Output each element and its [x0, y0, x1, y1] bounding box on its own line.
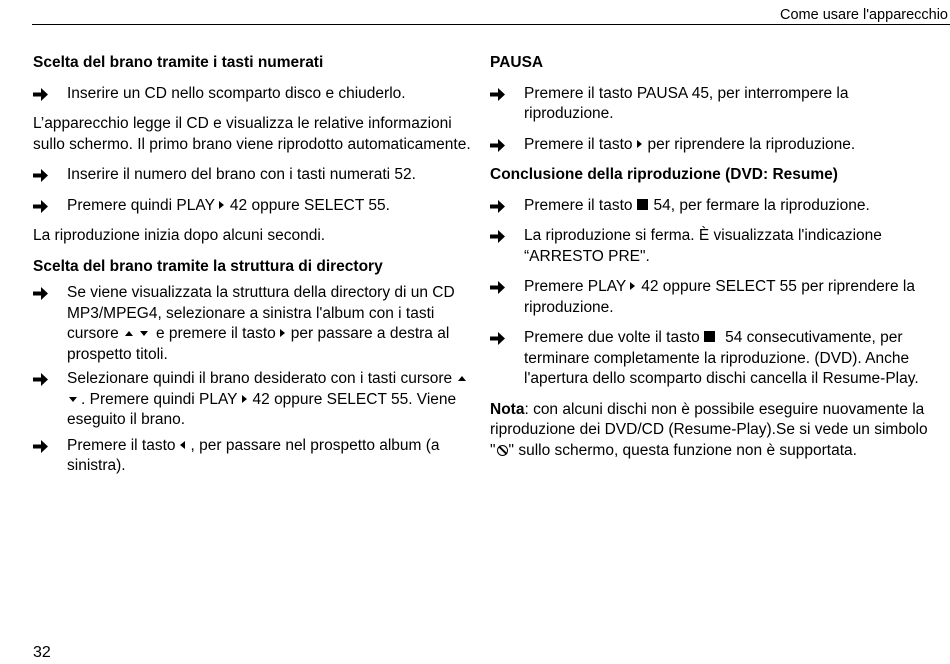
arrow-bullet-icon	[33, 287, 48, 300]
page-number: 32	[33, 644, 51, 661]
bullet-item	[490, 84, 930, 125]
note-text: : con alcuni dischi non è possibile eseguire nuovamente la riproduzione dei DVD/CD (Resume-Play).Se si vede un simbolo "	[490, 400, 928, 459]
bullet-text: 42 oppure SELECT 55. Viene eseguito il brano.	[67, 390, 457, 428]
stop-icon	[704, 331, 715, 342]
bullet-text: . Premere quindi PLAY	[81, 390, 238, 408]
play-icon	[242, 395, 247, 403]
bullet-text: Selezionare quindi il brano desiderato con i tasti cursore	[67, 370, 453, 387]
section-heading-directory: Scelta del brano tramite la struttura di directory	[33, 257, 383, 275]
bullet-text: Inserire un CD nello scomparto disco e chiuderlo.	[67, 84, 406, 102]
bullet-text: Se viene visualizzata la struttura della directory di un CD MP3/MPEG4, selezionare a sinistra l'album con i tasti cursore	[67, 284, 455, 342]
bullet-item	[33, 283, 473, 365]
right-column	[490, 53, 930, 471]
bullet-text: Premere il tasto PAUSA 45, per interrompere la riproduzione.	[524, 84, 849, 122]
cursor-up-icon	[458, 376, 466, 381]
bullet-item	[33, 196, 473, 217]
section-heading-resume: Conclusione della riproduzione (DVD: Resume)	[490, 166, 838, 183]
section-heading-pause: PAUSA	[490, 54, 544, 71]
cursor-down-icon	[69, 397, 77, 402]
bullet-item	[490, 328, 930, 390]
bullet-text: Premere PLAY	[524, 278, 627, 295]
bullet-text: 42 oppure SELECT 55 per riprendere la riproduzione.	[524, 278, 915, 316]
cursor-down-icon	[140, 331, 148, 336]
arrow-bullet-icon	[33, 169, 48, 182]
bullet-text: Premere quindi PLAY	[67, 196, 215, 214]
cursor-left-icon	[180, 441, 185, 449]
bullet-text: 54, per fermare la riproduzione.	[653, 196, 870, 214]
left-column	[33, 53, 473, 487]
arrow-bullet-icon	[490, 88, 505, 101]
note-text: " sullo schermo, questa funzione non è supportata.	[508, 441, 857, 459]
header-title: Come usare l'apparecchio	[780, 7, 948, 23]
arrow-bullet-icon	[490, 281, 505, 294]
arrow-bullet-icon	[33, 200, 48, 213]
section-heading-numeric-keys: Scelta del brano tramite i tasti numerati	[33, 54, 324, 71]
bullet-item	[490, 226, 930, 267]
bullet-item	[33, 84, 473, 105]
bullet-item	[33, 165, 473, 186]
bullet-text: 54 consecutivamente, per terminare completamente la riproduzione. (DVD). Anche l'apertura dello scomparto dischi cancella il Resume-Play.	[524, 329, 919, 387]
arrow-bullet-icon	[490, 200, 505, 213]
bullet-text: per riprendere la riproduzione.	[647, 135, 856, 153]
cursor-up-icon	[125, 331, 133, 336]
note-paragraph	[490, 400, 930, 462]
bullet-item	[490, 196, 930, 217]
page-header	[32, 0, 950, 25]
arrow-bullet-icon	[490, 230, 505, 243]
play-icon	[630, 282, 635, 290]
bullet-text: per passare a destra al prospetto titoli.	[67, 325, 450, 363]
note-label: Nota	[490, 400, 525, 418]
bullet-text: Premere due volte il tasto	[524, 329, 700, 346]
arrow-bullet-icon	[33, 373, 48, 386]
bullet-text: 42 oppure SELECT 55.	[229, 196, 390, 214]
bullet-text: Inserire il numero del brano con i tasti numerati 52.	[67, 166, 416, 183]
paragraph: La riproduzione inizia dopo alcuni secondi.	[33, 227, 326, 244]
play-icon	[219, 201, 224, 209]
stop-icon	[637, 199, 648, 210]
bullet-item	[490, 277, 930, 318]
bullet-text: e premere il tasto	[156, 325, 276, 342]
bullet-text: , per passare nel prospetto album (a sinistra).	[67, 436, 440, 474]
prohibited-icon	[497, 445, 508, 456]
bullet-text: La riproduzione si ferma. È visualizzata l'indicazione “ARRESTO PRE".	[524, 227, 882, 265]
play-icon	[637, 140, 642, 148]
bullet-text: Premere il tasto	[67, 436, 176, 454]
arrow-bullet-icon	[33, 88, 48, 101]
cursor-right-icon	[280, 329, 285, 337]
arrow-bullet-icon	[33, 440, 48, 453]
bullet-item	[490, 135, 930, 156]
bullet-item	[33, 369, 473, 431]
arrow-bullet-icon	[490, 139, 505, 152]
bullet-text: Premere il tasto	[524, 196, 633, 214]
bullet-item	[33, 436, 473, 477]
arrow-bullet-icon	[490, 332, 505, 345]
bullet-text: Premere il tasto	[524, 135, 633, 153]
paragraph: L’apparecchio legge il CD e visualizza le relative informazioni sullo schermo. Il primo brano viene riprodotto automaticamente.	[33, 115, 471, 153]
